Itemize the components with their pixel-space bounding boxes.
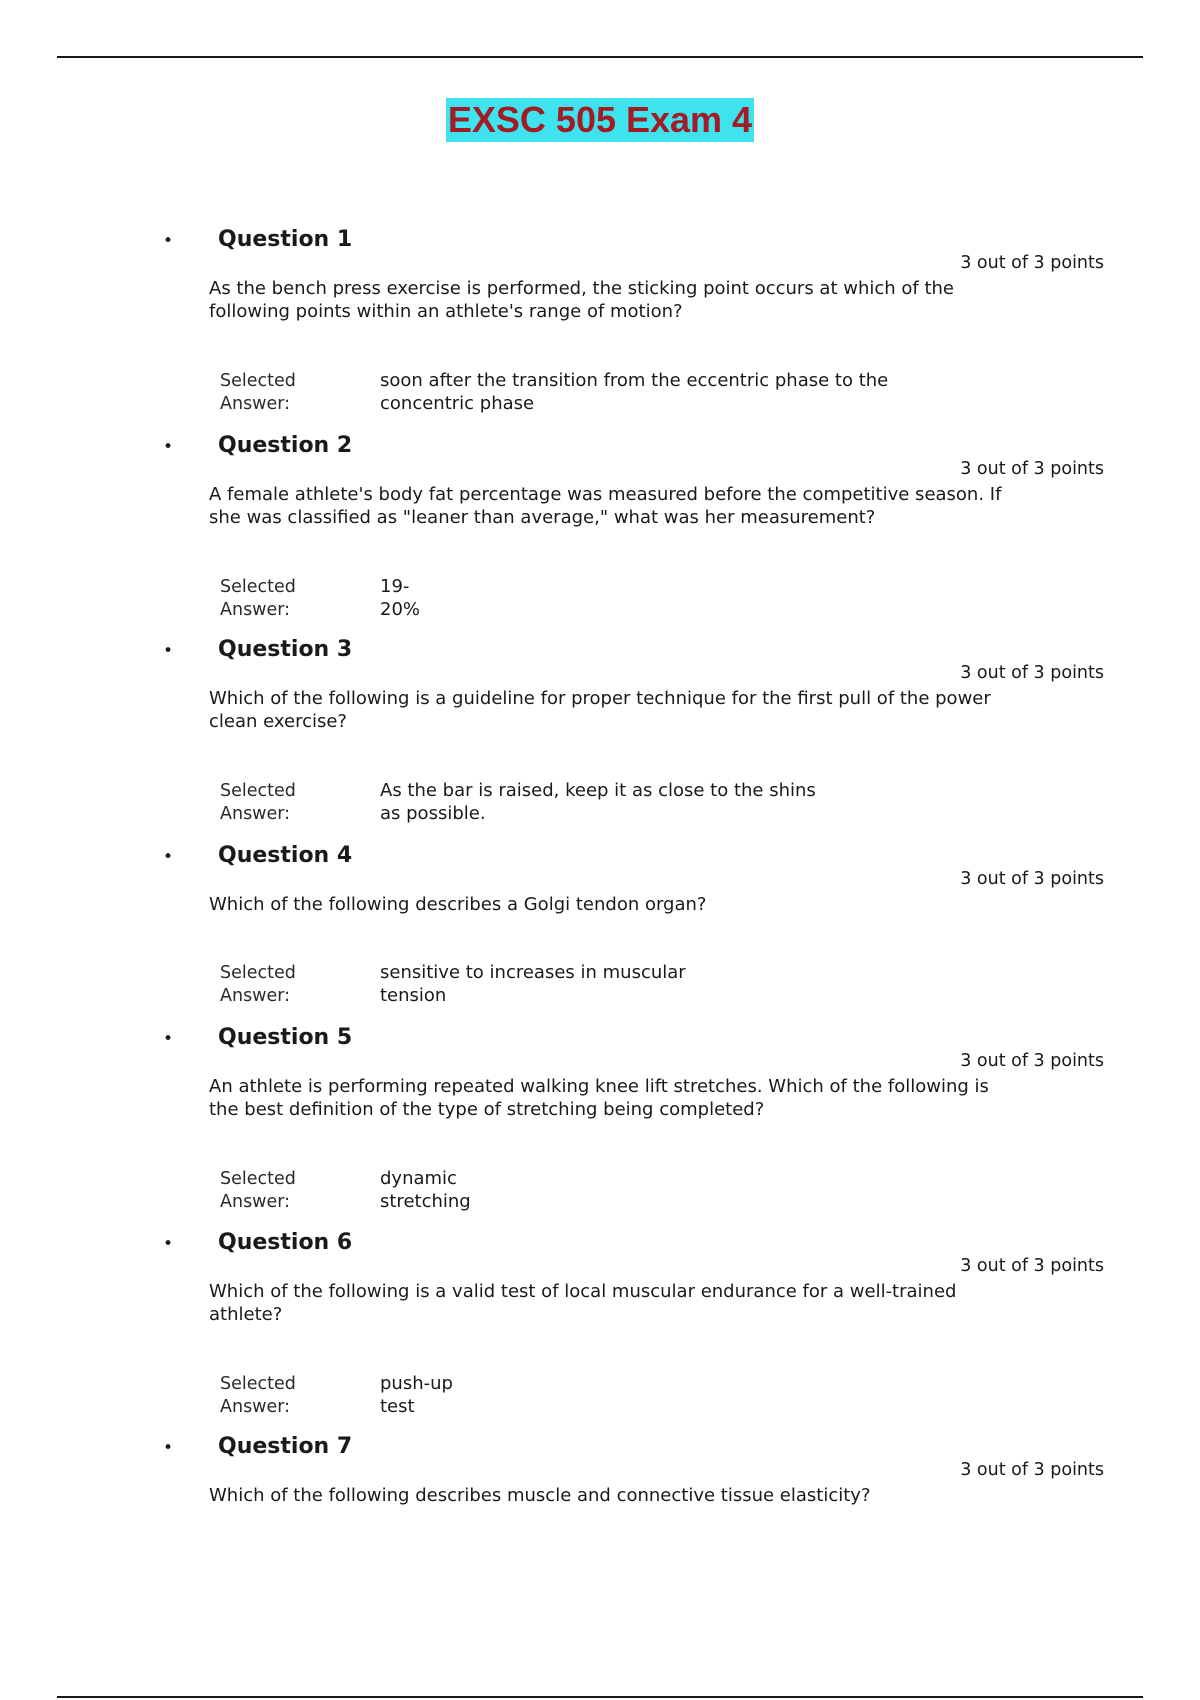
question-heading: Question 7 [218,1434,353,1459]
selected-answer-label [220,370,360,415]
answer-line: as possible. [380,802,486,824]
answer-line: push-up [380,1373,453,1394]
question-text-line: she was classified as "leaner than average," what was her measurement? [209,506,876,528]
answer-line: As the bar is raised, keep it as close to the shins [380,780,816,801]
answer-line: concentric phase [380,392,535,414]
question-text [209,894,1109,917]
answer-line: tension [380,984,447,1006]
title-container [0,98,1200,142]
bullet-icon: • [163,641,174,661]
selected-answer-label [220,1373,360,1418]
answer-line: sensitive to increases in muscular [380,962,686,983]
answer-line: 20% [380,598,421,620]
selected-label-line: Selected [220,1169,296,1189]
bullet-icon: • [163,847,174,867]
question-text [209,278,1109,323]
selected-label-line: Selected [220,577,296,597]
selected-label-line: Selected [220,371,296,391]
question-text [209,1076,1109,1121]
answer-line: dynamic [380,1168,457,1189]
question-text-line: Which of the following is a guideline for proper technique for the first pull of the power [209,688,991,709]
bullet-icon: • [163,1029,174,1049]
document-title: EXSC 505 Exam 4 [447,99,753,140]
selected-answer-label [220,780,360,825]
question-heading: Question 4 [218,843,353,868]
selected-label-line: Selected [220,963,296,983]
selected-answer [380,1373,453,1418]
question-text-line: clean exercise? [209,710,347,732]
bottom-rule [57,1696,1143,1698]
question-points: 3 out of 3 points [960,1460,1104,1480]
question-text [209,1281,1109,1326]
question-text [209,1485,1109,1508]
answer-line: soon after the transition from the eccentric phase to the [380,370,889,391]
question-points: 3 out of 3 points [960,663,1104,683]
selected-answer-label [220,962,360,1007]
question-text-line: As the bench press exercise is performed, the sticking point occurs at which of the [209,278,955,299]
question-text [209,688,1109,733]
bullet-icon: • [163,1438,174,1458]
answer-line: stretching [380,1190,471,1212]
question-text-line: A female athlete's body fat percentage was measured before the competitive season. If [209,484,1002,505]
selected-answer [380,962,686,1007]
answer-line: test [380,1395,415,1417]
question-text-line: following points within an athlete's range of motion? [209,300,683,322]
selected-answer-label [220,576,360,621]
selected-answer [380,370,888,415]
selected-label-line: Answer: [220,803,291,824]
question-points: 3 out of 3 points [960,253,1104,273]
question-text-line: Which of the following describes a Golgi tendon organ? [209,894,707,915]
selected-answer [380,1168,471,1213]
question-text-line: Which of the following describes muscle and connective tissue elasticity? [209,1485,871,1506]
selected-answer-label [220,1168,360,1213]
question-points: 3 out of 3 points [960,459,1104,479]
question-heading: Question 6 [218,1230,353,1255]
selected-label-line: Answer: [220,1396,291,1417]
selected-label-line: Selected [220,781,296,801]
answer-line: 19- [380,576,410,597]
bullet-icon: • [163,437,174,457]
question-text-line: An athlete is performing repeated walking knee lift stretches. Which of the following is [209,1076,989,1097]
question-points: 3 out of 3 points [960,869,1104,889]
selected-label-line: Selected [220,1374,296,1394]
selected-label-line: Answer: [220,985,291,1006]
selected-label-line: Answer: [220,393,291,414]
question-text-line: Which of the following is a valid test of local muscular endurance for a well-trained [209,1281,957,1302]
question-heading: Question 5 [218,1025,353,1050]
question-points: 3 out of 3 points [960,1051,1104,1071]
question-text [209,484,1109,529]
question-heading: Question 3 [218,637,353,662]
top-rule [57,56,1143,58]
question-text-line: athlete? [209,1303,283,1325]
question-heading: Question 1 [218,227,353,252]
question-text-line: the best definition of the type of stretching being completed? [209,1098,765,1120]
selected-answer [380,780,816,825]
question-heading: Question 2 [218,433,353,458]
selected-label-line: Answer: [220,599,291,620]
bullet-icon: • [163,1234,174,1254]
selected-answer [380,576,420,621]
question-points: 3 out of 3 points [960,1256,1104,1276]
selected-label-line: Answer: [220,1191,291,1212]
bullet-icon: • [163,231,174,251]
